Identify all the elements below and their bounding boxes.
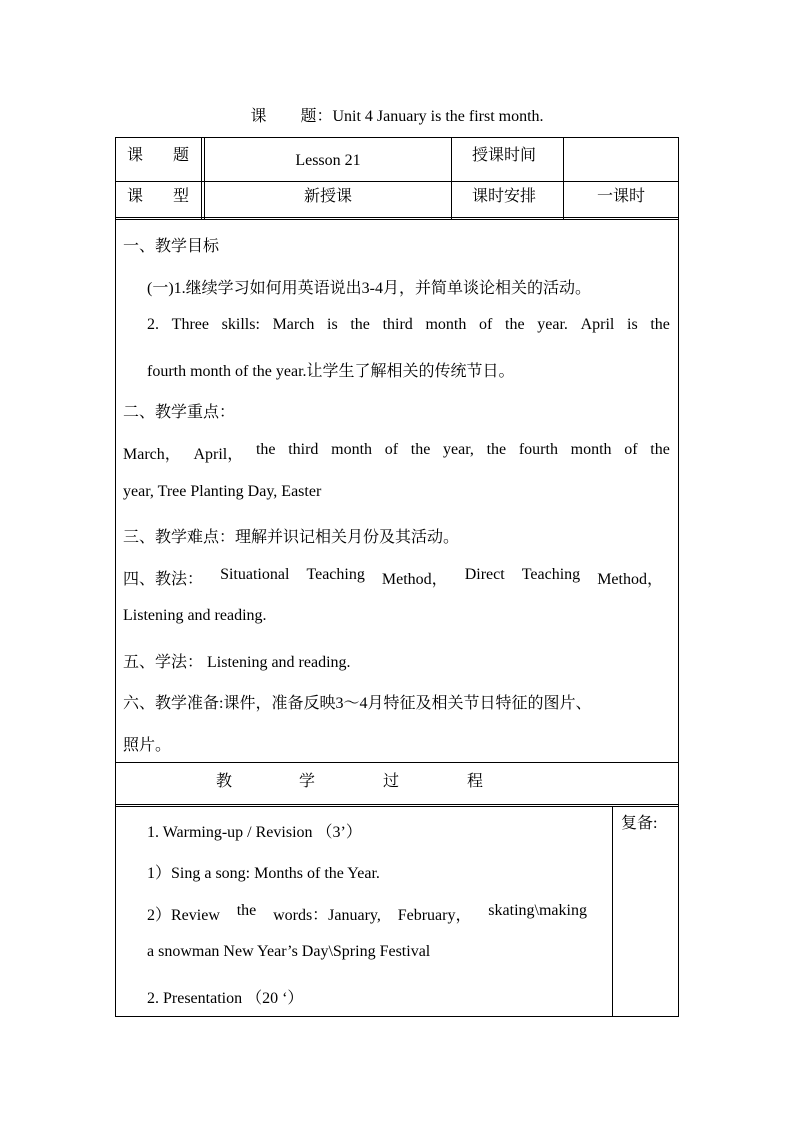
process-header bbox=[115, 768, 679, 790]
row-divider-2 bbox=[115, 217, 679, 220]
keypoints-heading: 二、教学重点： bbox=[123, 404, 236, 421]
preparation-line-1: 六、教学准备:课件，准备反映3～4月特征及相关节日特征的图片、 bbox=[123, 695, 592, 712]
schedule-value: 一课时 bbox=[596, 188, 645, 205]
preparation-line-2: 照片。 bbox=[123, 737, 172, 754]
step-1b-continued: a snowman New Year’s Day\Spring Festival bbox=[147, 943, 431, 960]
col-divider-2 bbox=[451, 137, 452, 219]
process-char-3: 过 bbox=[383, 773, 400, 790]
row-divider-4 bbox=[115, 804, 679, 807]
step-1a: 1）Sing a song: Months of the Year. bbox=[147, 865, 380, 882]
page-title bbox=[0, 104, 794, 130]
row-divider-3 bbox=[115, 762, 679, 763]
topic-label: 课 题 bbox=[127, 147, 190, 164]
learning-method-line: 五、学法： Listening and reading. bbox=[123, 654, 351, 671]
process-char-1: 教 bbox=[216, 773, 233, 790]
step-1b: 2）Review the words：January, February， skating\making bbox=[147, 902, 587, 924]
title-text: Unit 4 January is the first month. bbox=[332, 108, 544, 125]
schedule-label: 课时安排 bbox=[472, 188, 537, 205]
keypoints-line: March， April， the third month of the year, the fourth month of the bbox=[123, 441, 670, 463]
title-label: 课 bbox=[250, 108, 267, 125]
step-1: 1. Warming-up / Revision （3’） bbox=[147, 824, 362, 841]
process-char-4: 程 bbox=[467, 773, 484, 790]
goals-heading: 一、教学目标 bbox=[123, 238, 220, 255]
methods-continued: Listening and reading. bbox=[123, 607, 267, 624]
side-note-label: 复备: bbox=[621, 815, 658, 832]
process-char-2: 学 bbox=[299, 773, 316, 790]
type-value: 新授课 bbox=[303, 188, 352, 205]
goal-2-continued: fourth month of the year.让学生了解相关的传统节日。 bbox=[147, 363, 515, 380]
goal-1: (一)1.继续学习如何用英语说出3-4月，并简单谈论相关的活动。 bbox=[147, 280, 591, 297]
lesson-time-label: 授课时间 bbox=[472, 147, 537, 164]
col-divider-1 bbox=[201, 137, 202, 219]
topic-value: Lesson 21 bbox=[295, 152, 361, 169]
type-label: 课 型 bbox=[127, 188, 190, 205]
keypoints-continued: year, Tree Planting Day, Easter bbox=[123, 483, 322, 500]
difficulty-line: 三、教学难点：理解并识记相关月份及其活动。 bbox=[123, 529, 460, 546]
title-label-2: 题： bbox=[300, 108, 333, 125]
row-divider-1 bbox=[115, 181, 679, 182]
step-2: 2. Presentation （20 ‘） bbox=[147, 990, 304, 1007]
side-col-divider bbox=[612, 806, 613, 1017]
methods-line: 四、教法： Situational Teaching Method， Direct Teaching Method， bbox=[123, 566, 663, 588]
goal-2: 2. Three skills: March is the third month of the year. April is the bbox=[147, 316, 670, 333]
